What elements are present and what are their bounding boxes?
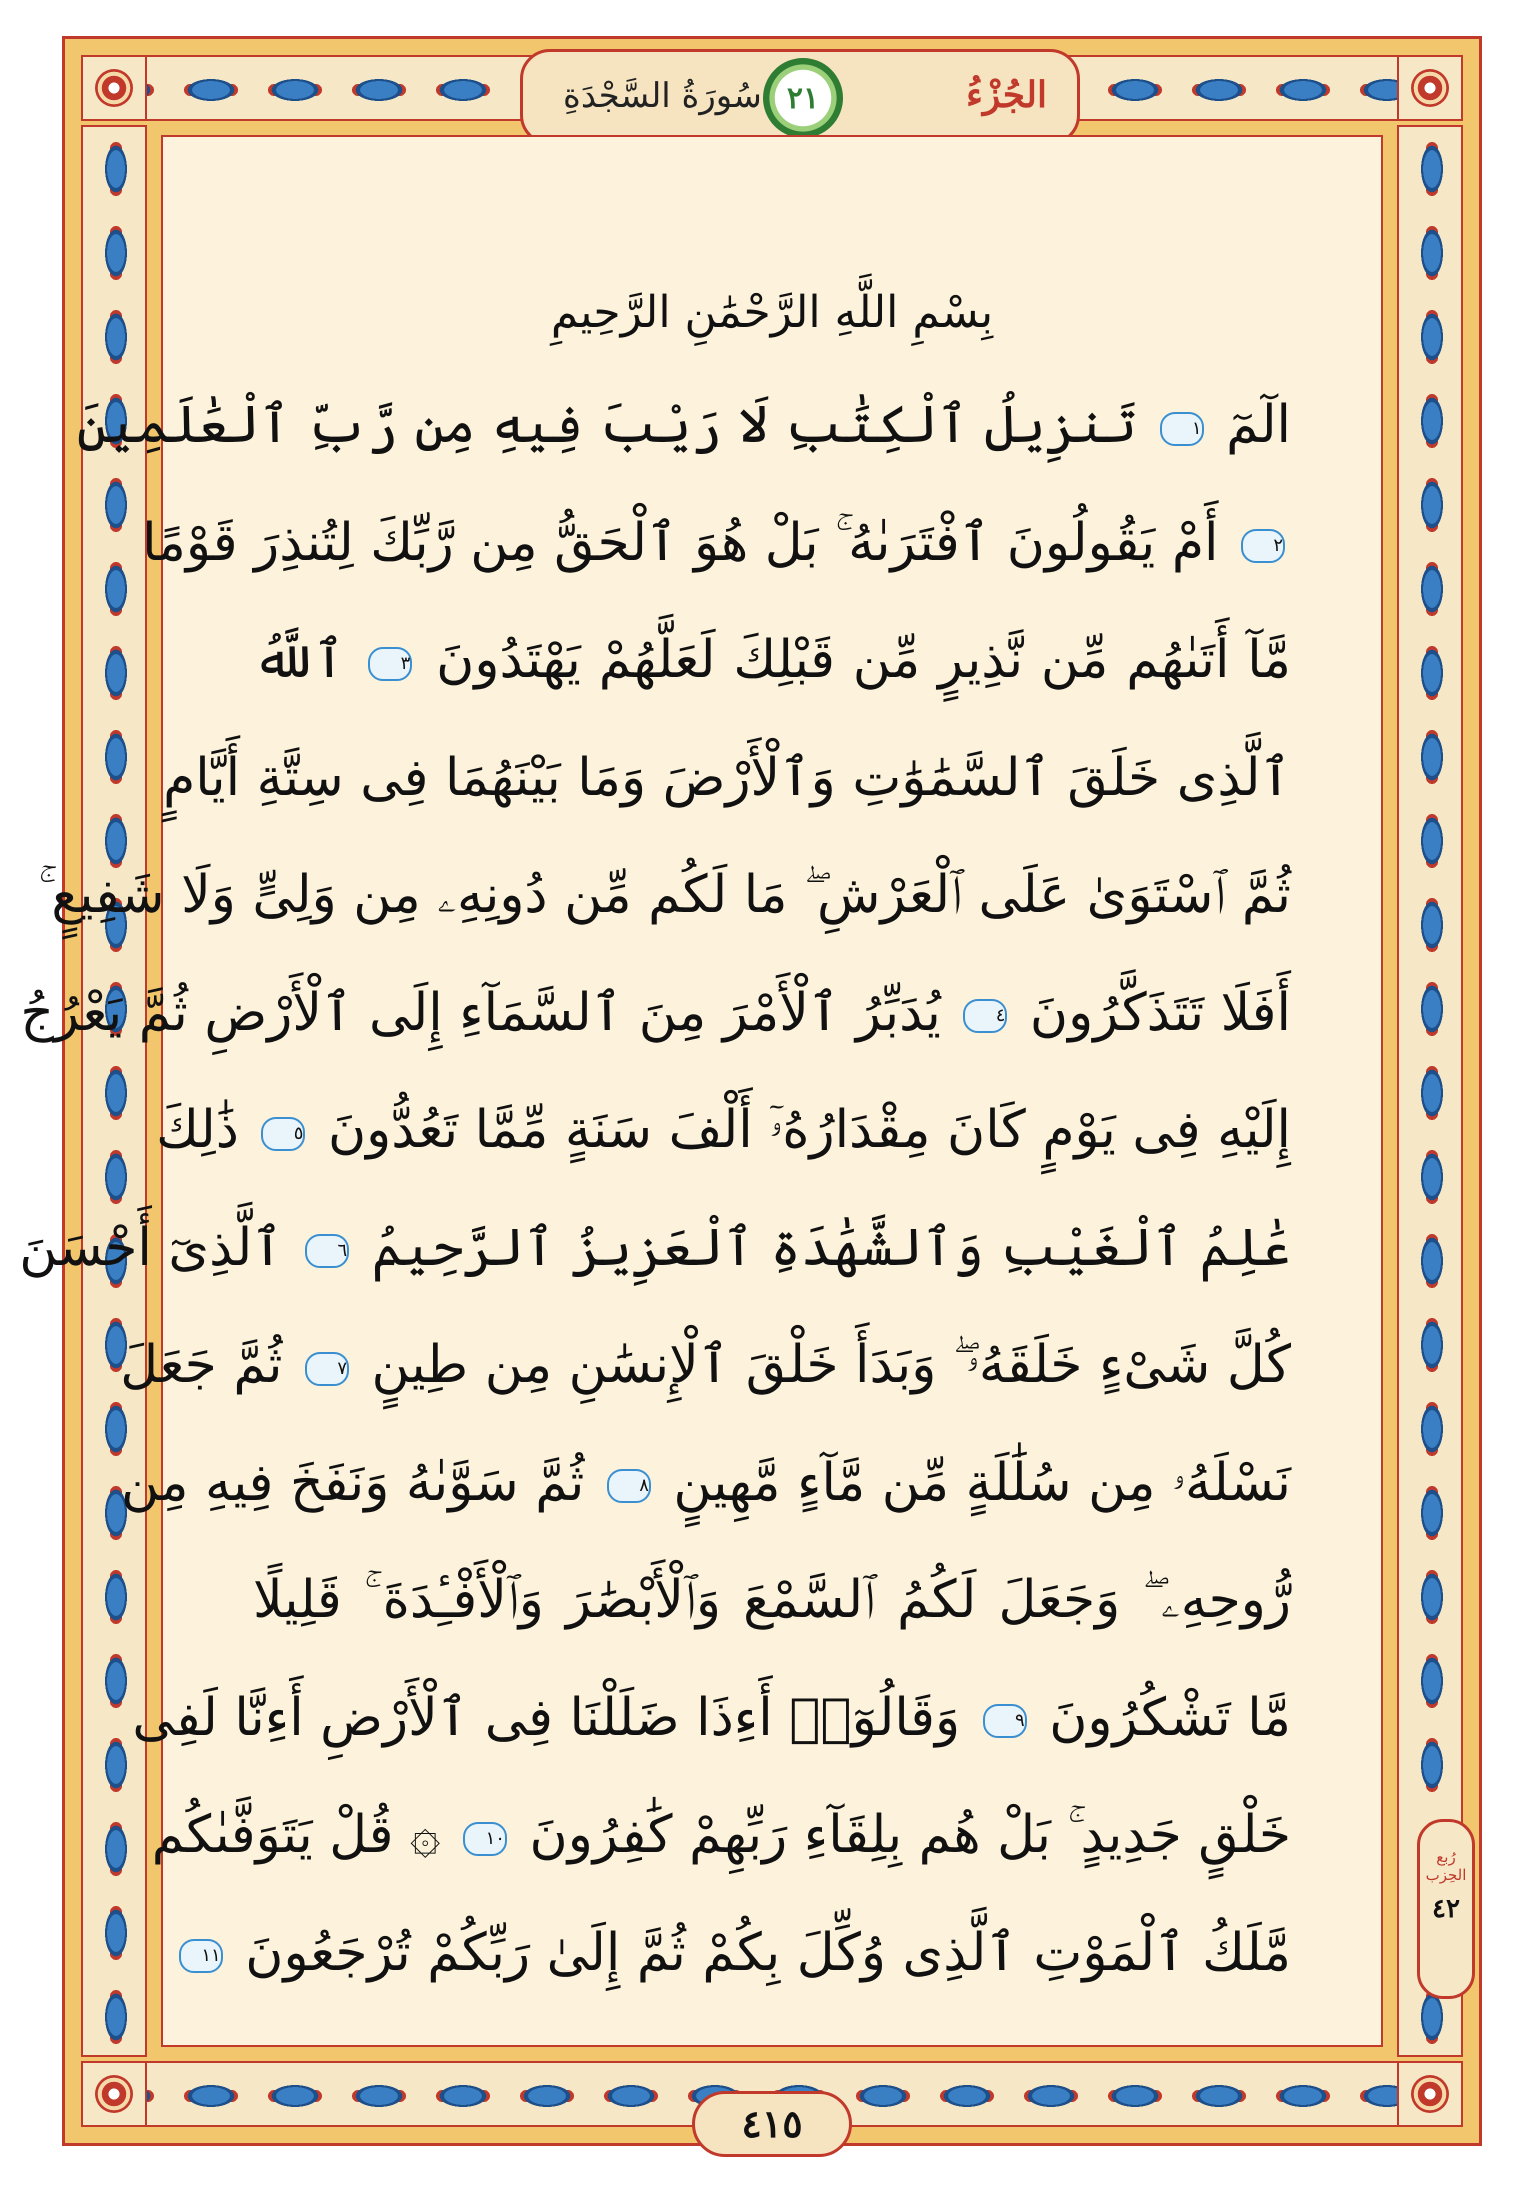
verse-text: نَسْلَهُۥ مِن سُلَٰلَةٍ مِّن مَّآءٍ مَّهِينٍ	[673, 1452, 1291, 1513]
verse-line	[76, 367, 1291, 485]
verse-text: وَقَالُوٓا۟ أَءِذَا ضَلَلْنَا فِى ٱلْأَرْضِ أَءِنَّا لَفِى	[132, 1687, 961, 1748]
verse-text: ذَٰلِكَ	[156, 1100, 239, 1160]
ayah-number-marker: ٢	[1241, 529, 1285, 563]
verse-line	[120, 1307, 1291, 1425]
verse-text: إِلَيْهِ فِى يَوْمٍ كَانَ مِقْدَارُهُۥٓ أَلْفَ سَنَةٍ مِّمَّا تَعُدُّونَ	[327, 1100, 1291, 1160]
verse-text: كُلَّ شَىْءٍ خَلَقَهُۥ ۖ وَبَدَأَ خَلْقَ ٱلْإِنسَٰنِ مِن طِينٍ	[371, 1335, 1291, 1395]
verse-text: عَٰلِمُ ٱلْغَيْبِ وَٱلشَّهَٰدَةِ ٱلْعَزِيزُ ٱلرَّحِيمُ	[371, 1217, 1291, 1278]
hizb-quarter-marker	[1417, 1819, 1475, 1999]
right-ornament-border	[1397, 125, 1463, 2057]
ayah-number-marker: ٦	[305, 1234, 349, 1268]
verse-text: ثُمَّ ٱسْتَوَىٰ عَلَى ٱلْعَرْشِ ۖ مَا لَكُم مِّن دُونِهِۦ مِن وَلِىٍّ وَلَا شَفِيعٍ ۚ	[38, 865, 1291, 925]
verse-text: ٱلَّذِى خَلَقَ ٱلسَّمَٰوَٰتِ وَٱلْأَرْضَ وَمَا بَيْنَهُمَا فِى سِتَّةِ أَيَّامٍ	[163, 747, 1291, 808]
verse-line	[253, 1542, 1291, 1660]
hizb-number: ٤٢	[1432, 1894, 1460, 1924]
ayah-number-marker: ١	[1160, 412, 1204, 446]
ayah-number-marker: ١٠	[463, 1822, 507, 1856]
corner-rosette	[81, 2061, 147, 2127]
ayah-number-marker: ١١	[179, 1939, 223, 1973]
verse-text: ۞ قُلْ يَتَوَفَّىٰكُم	[151, 1805, 441, 1865]
verse-text: ٱلَّذِىٓ أَحْسَنَ	[19, 1217, 283, 1278]
verse-text: أَمْ يَقُولُونَ ٱفْتَرَىٰهُ ۚ بَلْ هُوَ ٱلْحَقُّ مِن رَّبِّكَ لِتُنذِرَ قَوْمًا	[142, 512, 1219, 573]
verse-text: مَّلَكُ ٱلْمَوْتِ ٱلَّذِى وُكِّلَ بِكُمْ ثُمَّ إِلَىٰ رَبِّكُمْ تُرْجَعُونَ	[245, 1922, 1291, 1983]
basmala: بِسْمِ اللَّهِ الرَّحْمَٰنِ الرَّحِيمِ	[550, 287, 994, 338]
verse-text: يُدَبِّرُ ٱلْأَمْرَ مِنَ ٱلسَّمَآءِ إِلَى ٱلْأَرْضِ ثُمَّ يَعْرُجُ	[20, 982, 941, 1043]
mushaf-page	[19, 36, 1482, 2146]
verse-text: الٓمٓ	[1226, 395, 1291, 455]
verse-text: خَلْقٍ جَدِيدٍ ۚ بَلْ هُم بِلِقَآءِ رَبِّهِمْ كَٰفِرُونَ	[529, 1805, 1291, 1865]
verse-text: تَنزِيلُ ٱلْكِتَٰبِ لَا رَيْبَ فِيهِ مِن رَّبِّ ٱلْعَٰلَمِينَ	[76, 395, 1138, 455]
verse-line	[20, 955, 1291, 1073]
juz-number-medallion	[763, 58, 843, 138]
verse-line	[38, 837, 1291, 955]
verse-line	[163, 720, 1291, 838]
ayah-number-marker: ٨	[607, 1469, 651, 1503]
verse-line	[156, 1072, 1291, 1190]
text-area	[19, 135, 1383, 2047]
juz-number: ٢١	[786, 80, 820, 116]
verse-line	[132, 1660, 1291, 1778]
verse-text: أَفَلَا تَتَذَكَّرُونَ	[1029, 982, 1291, 1043]
verse-text: ٱللَّهُ	[253, 630, 345, 690]
verse-text: رُّوحِهِۦ ۖ وَجَعَلَ لَكُمُ ٱلسَّمْعَ وَٱلْأَبْصَٰرَ وَٱلْأَفْـِٔدَةَ ۚ قَلِيلًا	[253, 1570, 1291, 1630]
ayah-number-marker: ٤	[963, 999, 1007, 1033]
corner-rosette	[1397, 2061, 1463, 2127]
juz-label: الجُزْءُ	[966, 74, 1047, 116]
hizb-label: رُبع الحِزب	[1425, 1848, 1467, 1884]
corner-rosette	[1397, 55, 1463, 121]
verse-line	[19, 1190, 1291, 1308]
verse-line	[253, 602, 1291, 720]
verse-text: ثُمَّ جَعَلَ	[120, 1335, 283, 1395]
page-number: ٤١٥	[692, 2091, 852, 2157]
verse-line	[142, 485, 1291, 603]
verse-text: ثُمَّ سَوَّىٰهُ وَنَفَخَ فِيهِ مِن	[121, 1452, 585, 1513]
verse-line	[151, 1777, 1291, 1895]
verse-line	[121, 1425, 1291, 1543]
ayah-number-marker: ٧	[305, 1352, 349, 1386]
ayah-number-marker: ٣	[368, 647, 412, 681]
page-header-cartouche	[520, 49, 1080, 145]
ayah-number-marker: ٥	[261, 1117, 305, 1151]
verse-text: مَّا تَشْكُرُونَ	[1049, 1687, 1291, 1748]
surah-name: سُورَةُ السَّجْدَةِ	[563, 76, 762, 116]
corner-rosette	[81, 55, 147, 121]
ayah-number-marker: ٩	[983, 1704, 1027, 1738]
verse-line	[201, 1895, 1291, 2013]
verse-text: مَّآ أَتَىٰهُم مِّن نَّذِيرٍ مِّن قَبْلِكَ لَعَلَّهُمْ يَهْتَدُونَ	[436, 630, 1291, 690]
verse-lines	[19, 367, 1291, 2012]
